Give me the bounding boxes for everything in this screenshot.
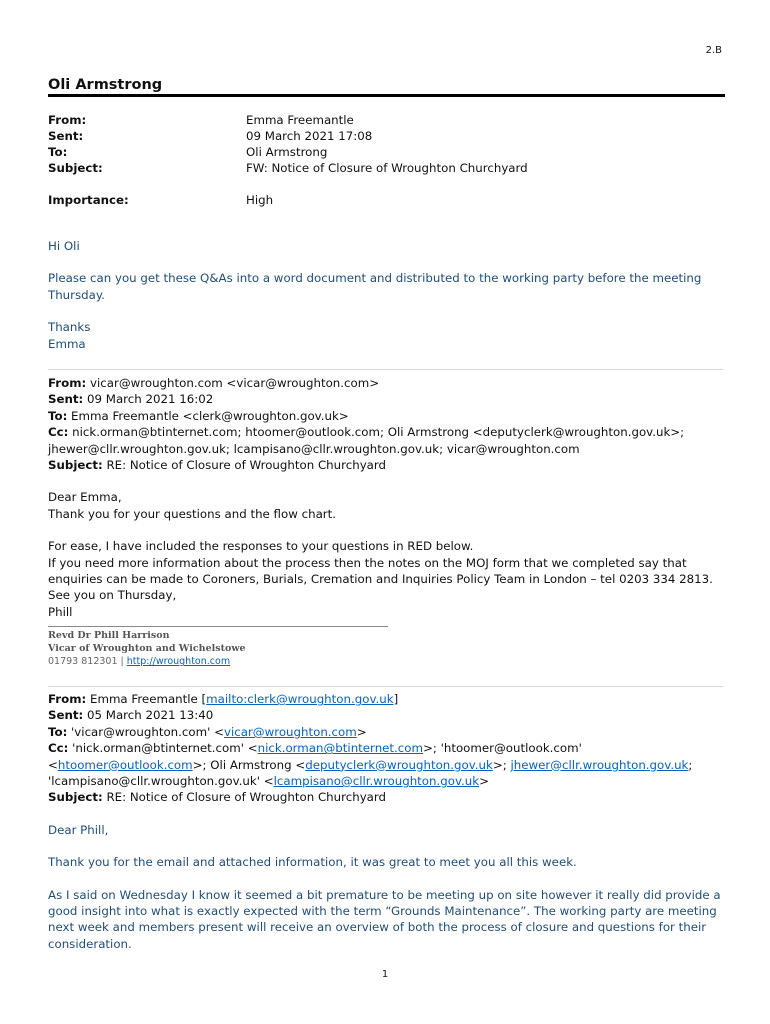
reply-cc-value: nick.orman@btinternet.com; htoomer@outlook.com; Oli Armstrong <deputyclerk@wroughton.gov.uk>; jhewer@cllr.wroughton.gov.uk; lcampisano@cllr.wroughton.gov.uk; vicar@wroughton.com xyxy=(48,425,685,456)
orig-cc-text-a: 'nick.orman@btinternet.com' < xyxy=(68,741,258,756)
orig-to-label: To: xyxy=(48,724,68,739)
orig-from-line xyxy=(48,691,728,707)
signature-rule xyxy=(48,626,388,627)
sent-value: 09 March 2021 17:08 xyxy=(246,129,373,143)
reply-to-line xyxy=(48,408,728,424)
orig-body xyxy=(48,822,728,952)
header-from-row xyxy=(48,112,528,128)
orig-cc-link-lcampisano[interactable]: lcampisano@cllr.wroughton.gov.uk xyxy=(273,774,480,789)
reply-line-1: Thank you for your questions and the flow chart. xyxy=(48,506,337,521)
reply-from-label: From: xyxy=(48,376,87,390)
orig-cc-line xyxy=(48,740,728,789)
subject-value: FW: Notice of Closure of Wroughton Churchyard xyxy=(246,161,528,175)
header-sent-row xyxy=(48,128,528,144)
sent-label: Sent: xyxy=(48,129,84,143)
importance-value: High xyxy=(246,193,274,207)
reply-greeting: Dear Emma, xyxy=(48,490,122,505)
orig-to-line xyxy=(48,724,728,740)
orig-cc-link-jhewer[interactable]: jhewer@cllr.wroughton.gov.uk xyxy=(510,757,689,772)
divider xyxy=(48,686,723,687)
from-value: Emma Freemantle xyxy=(246,113,354,127)
signature-website-link[interactable]: http://wroughton.com xyxy=(126,656,231,668)
header-to-row xyxy=(48,144,528,160)
orig-cc-text-b: >; 'htoomer@outlook.com' < xyxy=(48,741,582,772)
orig-to-pre: 'vicar@wroughton.com' < xyxy=(67,724,224,739)
title-rule xyxy=(48,94,725,97)
reply-signoff: Phill xyxy=(48,604,73,619)
reply-cc-line xyxy=(48,424,728,457)
orig-paragraph-1: Thank you for the email and attached information, it was great to meet you all this week. xyxy=(48,855,577,870)
reply-to-label: To: xyxy=(48,408,68,423)
sender-signoff: Emma xyxy=(48,336,86,351)
message-body-1 xyxy=(48,238,728,352)
reply-line-2: For ease, I have included the responses to your questions in RED below. xyxy=(48,539,474,554)
orig-from-mailto-link[interactable]: mailto:clerk@wroughton.gov.uk xyxy=(206,692,394,706)
reply-sent-label: Sent: xyxy=(48,392,84,407)
orig-cc-text-c: >; Oli Armstrong < xyxy=(192,757,306,772)
reply-subject-value: RE: Notice of Closure of Wroughton Churchyard xyxy=(102,458,387,473)
reply-to-value: Emma Freemantle <clerk@wroughton.gov.uk> xyxy=(67,408,349,423)
email-reply-vicar xyxy=(48,375,728,668)
orig-from-label: From: xyxy=(48,692,87,706)
reply-line-3: If you need more information about the process then the notes on the MOJ form that we completed say that enquiries can be made to Coroners, Burials, Cremation and Inquiries Policy Team in London – tel 0203 334 2813. xyxy=(48,555,713,587)
reply-line-4: See you on Thursday, xyxy=(48,588,177,603)
to-label: To: xyxy=(48,145,68,159)
message-paragraph: Please can you get these Q&As into a word document and distributed to the working party before the meeting Thursday. xyxy=(48,271,702,302)
to-value: Oli Armstrong xyxy=(246,145,328,159)
reply-from-value: vicar@wroughton.com <vicar@wroughton.com> xyxy=(86,376,380,390)
orig-cc-text-d: >; xyxy=(492,757,511,772)
signature-title: Vicar of Wroughton and Wichelstowe xyxy=(48,643,246,655)
reply-subject-label: Subject: xyxy=(48,458,103,473)
reply-from-line xyxy=(48,375,728,391)
greeting: Hi Oli xyxy=(48,239,80,253)
email-original-emma xyxy=(48,691,728,952)
sender-name: Oli Armstrong xyxy=(48,77,163,93)
orig-to-end: > xyxy=(356,724,367,739)
orig-from-name: Emma Freemantle [ xyxy=(86,692,207,706)
signature-name: Revd Dr Phill Harrison xyxy=(48,630,170,642)
reply-sent-line xyxy=(48,391,728,407)
orig-sent-line xyxy=(48,707,728,723)
orig-subject-line xyxy=(48,789,728,805)
page-number: 1 xyxy=(381,969,389,980)
orig-sent-label: Sent: xyxy=(48,708,84,723)
signature-phone: 01793 812301 | xyxy=(48,656,127,668)
from-label: From: xyxy=(48,113,87,127)
divider xyxy=(48,369,723,370)
orig-subject-label: Subject: xyxy=(48,790,103,805)
orig-cc-label: Cc: xyxy=(48,741,69,756)
email-header xyxy=(48,112,528,208)
orig-to-link[interactable]: vicar@wroughton.com xyxy=(223,724,357,739)
orig-paragraph-2: As I said on Wednesday I know it seemed a bit premature to be meeting up on site however it really did provide a good insight into what is exactly expected with the term “Grounds Maintenance”. The working party are meeting next week and members present will receive an overview of both the process of closure and questions for their consideration. xyxy=(48,887,721,951)
reply-subject-line xyxy=(48,457,728,473)
orig-cc-link-nick[interactable]: nick.orman@btinternet.com xyxy=(257,741,424,756)
header-subject-row xyxy=(48,160,528,176)
signature-contact xyxy=(48,655,728,668)
reply-sent-value: 09 March 2021 16:02 xyxy=(83,392,214,407)
reply-cc-label: Cc: xyxy=(48,425,69,440)
orig-cc-link-deputyclerk[interactable]: deputyclerk@wroughton.gov.uk xyxy=(305,757,493,772)
page-label: 2.B xyxy=(705,45,722,56)
importance-label: Importance: xyxy=(48,193,129,207)
orig-cc-link-htoomer[interactable]: htoomer@outlook.com xyxy=(57,757,193,772)
orig-sent-value: 05 March 2021 13:40 xyxy=(83,708,214,723)
orig-from-end: ] xyxy=(393,692,399,706)
header-importance-row xyxy=(48,192,528,208)
orig-greeting: Dear Phill, xyxy=(48,822,109,837)
orig-cc-text-f: > xyxy=(479,774,489,789)
subject-label: Subject: xyxy=(48,161,103,175)
thanks: Thanks xyxy=(48,320,91,335)
orig-subject-value: RE: Notice of Closure of Wroughton Churchyard xyxy=(102,790,387,805)
orig-cc-text-e: ; 'lcampisano@cllr.wroughton.gov.uk' < xyxy=(48,757,693,789)
